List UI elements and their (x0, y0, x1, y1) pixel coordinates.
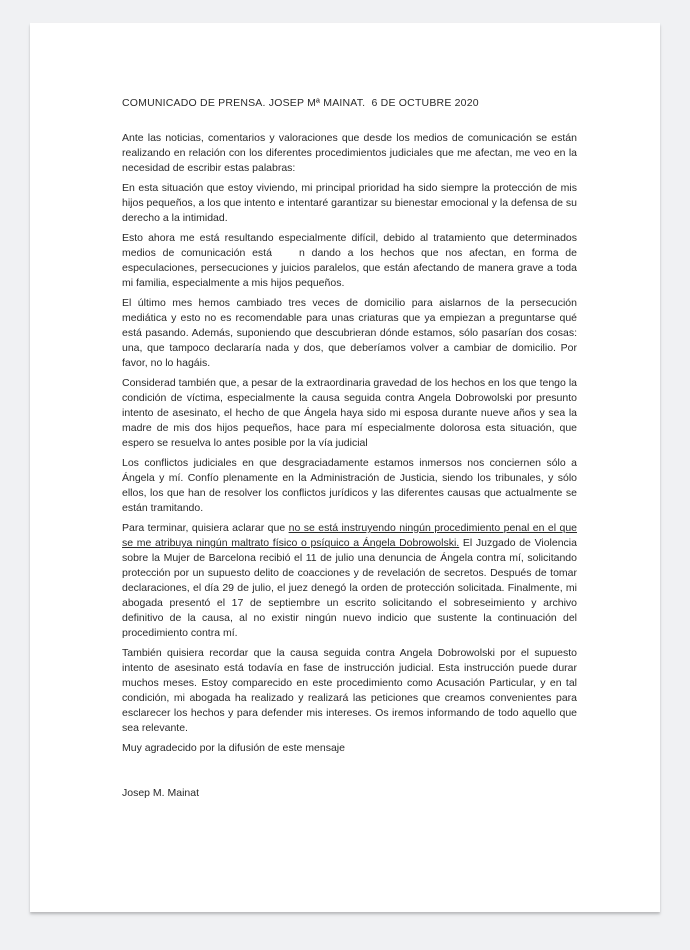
underlined-statement: no se está instruyendo ningún procedimiento penal en el que se me atribuya ningún maltrato físico o psíquico a Ángela Dobrowolski. (122, 522, 578, 549)
paragraph-text: El Juzgado de Violencia sobre la Mujer de Barcelona recibió el 11 de julio una denuncia de Ángela contra mí, solicitando protección por un supuesto delito de coacciones y de revelación de secretos. Después de tomar declaraciones, el día 29 de julio, el juez denegó la orden de protección solicitada. Finalmente, mi abogada presentó el 17 de septiembre un escrito solicitando el sobreseimiento y archivo definitivo de la causa, al no existir ningún nuevo indicio que sustente la continuación del procedimiento contra mí. (122, 537, 577, 639)
closing-line: Muy agradecido por la difusión de este mensaje (122, 742, 345, 754)
paragraph (122, 521, 577, 641)
document-page (30, 23, 660, 912)
paragraph-text: Para terminar, quisiera aclarar que (122, 522, 289, 534)
paragraph-text: El último mes hemos cambiado tres veces de domicilio para aislarnos de la persecución mediática y esto no es recomendable para unas criaturas que ya empiezan a preguntarse qué está pasando. Además, suponiendo que descubrieran dónde estamos, sólo pasarían dos cosas: una, que tampoco declararía nada y dos, que deberíamos volver a cambiar de domicilio. Por favor, no lo hagáis. (122, 297, 577, 369)
paragraph (122, 131, 577, 176)
document-title: COMUNICADO DE PRENSA. JOSEP Mª MAINAT. 6 DE OCTUBRE 2020 (122, 97, 479, 109)
paragraph-text: Los conflictos judiciales en que desgraciadamente estamos inmersos nos conciernen sólo a Ángela y mí. Confío plenamente en la Administración de Justicia, siendo los tribunales, y sólo ellos, los que han de resolver los conflictos jurídicos y las diferentes causas que actualmente se están tramitando. (122, 457, 577, 514)
document-content (30, 23, 660, 801)
paragraph (122, 456, 577, 516)
paragraph (122, 231, 577, 291)
signature: Josep M. Mainat (122, 787, 200, 799)
paragraph-text: En esta situación que estoy viviendo, mi principal prioridad ha sido siempre la protección de mis hijos pequeños, a los que intento e intentaré garantizar su bienestar emocional y la defensa de su derecho a la intimidad. (122, 182, 577, 224)
paragraph-text: Esto ahora me está resultando especialmente difícil, debido al tratamiento que determinados medios de comunicación está n dando a los hechos que nos afectan, en forma de especulaciones, persecuciones y juicios paralelos, que están afectando de manera grave a toda mi familia, especialmente a mis hijos pequeños. (122, 232, 577, 289)
paragraph (122, 376, 577, 451)
paragraph (122, 296, 577, 371)
paragraph-text: Ante las noticias, comentarios y valoraciones que desde los medios de comunicación se están realizando en relación con los diferentes procedimientos judiciales que me afectan, me veo en la necesidad de escribir estas palabras: (122, 132, 577, 174)
paragraph-text: Considerad también que, a pesar de la extraordinaria gravedad de los hechos en los que tengo la condición de víctima, especialmente la causa seguida contra Angela Dobrowolski por presunto intento de asesinato, el hecho de que Ángela haya sido mi esposa durante nueve años y sea la madre de mis dos hijos pequeños, hace para mí especialmente dolorosa esta situación, que espero se resuelva lo antes posible por la vía judicial (122, 377, 577, 449)
paragraph (122, 646, 577, 736)
paragraph (122, 181, 577, 226)
paragraph-text: También quisiera recordar que la causa seguida contra Angela Dobrowolski por el supuesto intento de asesinato está todavía en fase de instrucción judicial. Esta instrucción puede durar muchos meses. Estoy comparecido en este procedimiento como Acusación Particular, y en tal condición, mi abogada ha realizado y realizará las peticiones que creamos convenientes para esclarecer los hechos y para defender mis intereses. Os iremos informando de todo aquello que sea relevante. (122, 647, 577, 734)
